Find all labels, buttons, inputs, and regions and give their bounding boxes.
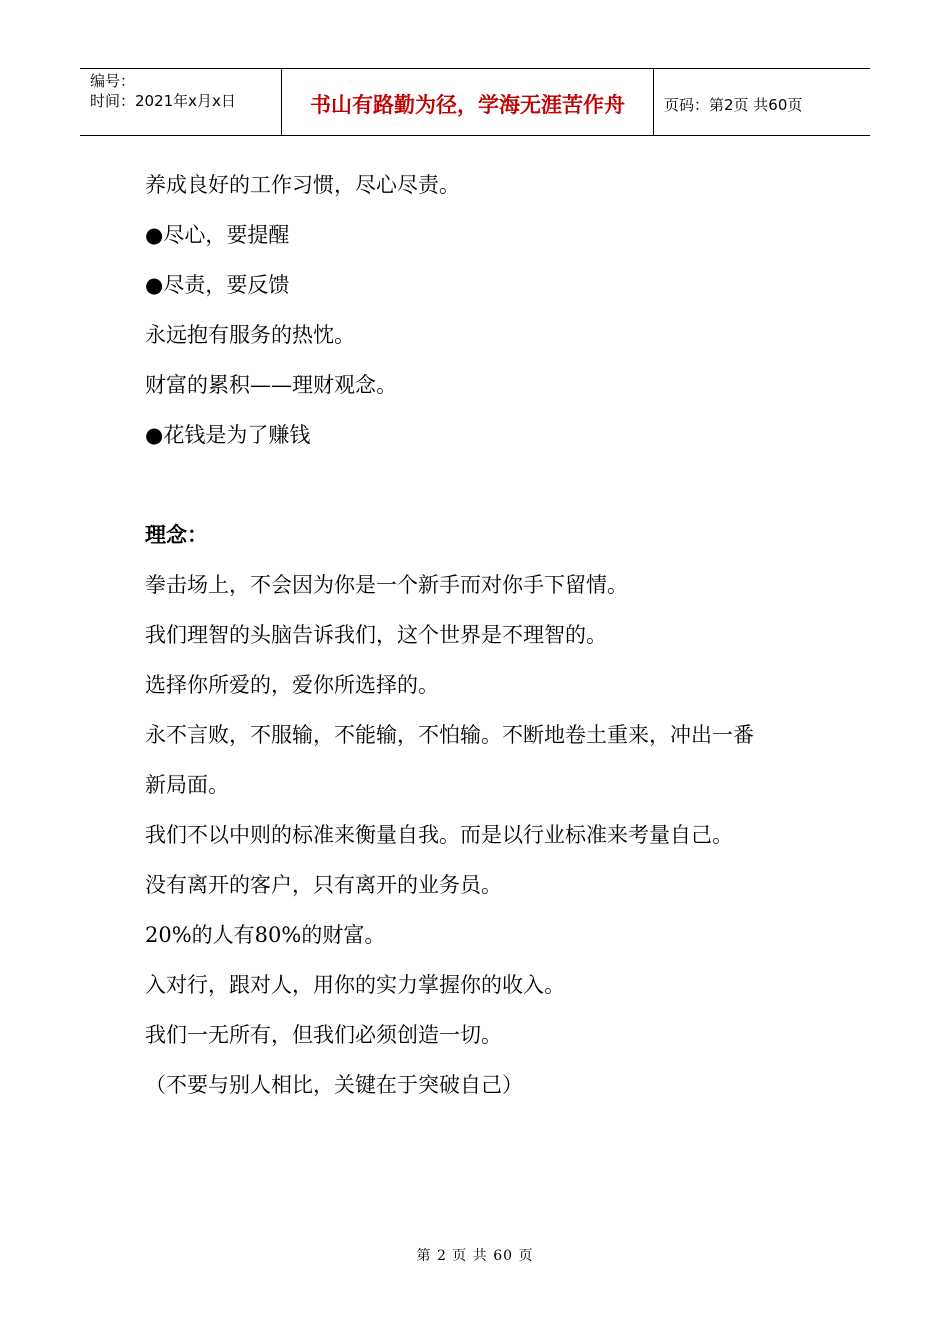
header-page-info: 页码：第2页 共60页: [664, 95, 803, 114]
text-line: 我们一无所有，但我们必须创造一切。: [145, 1023, 502, 1047]
bullet-line: ●花钱是为了赚钱: [145, 423, 311, 447]
page-header: [80, 68, 870, 136]
page-footer: 第 2 页 共 60 页: [416, 1248, 534, 1264]
header-meta: [80, 69, 282, 135]
text-line: 我们不以中则的标准来衡量自我。而是以行业标准来考量自己。: [145, 823, 733, 847]
number-label: 编号：: [90, 72, 136, 90]
header-motto: 书山有路勤为径，学海无涯苦作舟: [282, 69, 654, 135]
spacer: [145, 460, 835, 510]
text-line: 拳击场上，不会因为你是一个新手而对你手下留情。: [145, 573, 628, 597]
bullet-line: ●尽责，要反馈: [145, 273, 290, 297]
text-line: 选择你所爱的，爱你所选择的。: [145, 673, 439, 697]
text-line: 我们理智的头脑告诉我们，这个世界是不理智的。: [145, 623, 607, 647]
text-line: 新局面。: [145, 773, 229, 797]
text-line: 财富的累积——理财观念。: [145, 373, 397, 397]
text-line: （不要与别人相比，关键在于突破自己）: [145, 1073, 523, 1097]
section-heading: 理念：: [145, 522, 208, 547]
time-label: 时间：2021年x月x日: [90, 92, 236, 110]
bullet-line: ●尽心，要提醒: [145, 223, 290, 247]
text-line: 没有离开的客户，只有离开的业务员。: [145, 873, 502, 897]
text-line: 永远抱有服务的热忱。: [145, 323, 355, 347]
text-line: 入对行，跟对人，用你的实力掌握你的收入。: [145, 973, 565, 997]
document-body: [145, 160, 835, 1110]
text-line: 永不言败，不服输，不能输，不怕输。不断地卷土重来，冲出一番: [145, 723, 754, 747]
text-line: 20%的人有80%的财富。: [145, 923, 386, 947]
text-line: 养成良好的工作习惯，尽心尽责。: [145, 173, 460, 197]
